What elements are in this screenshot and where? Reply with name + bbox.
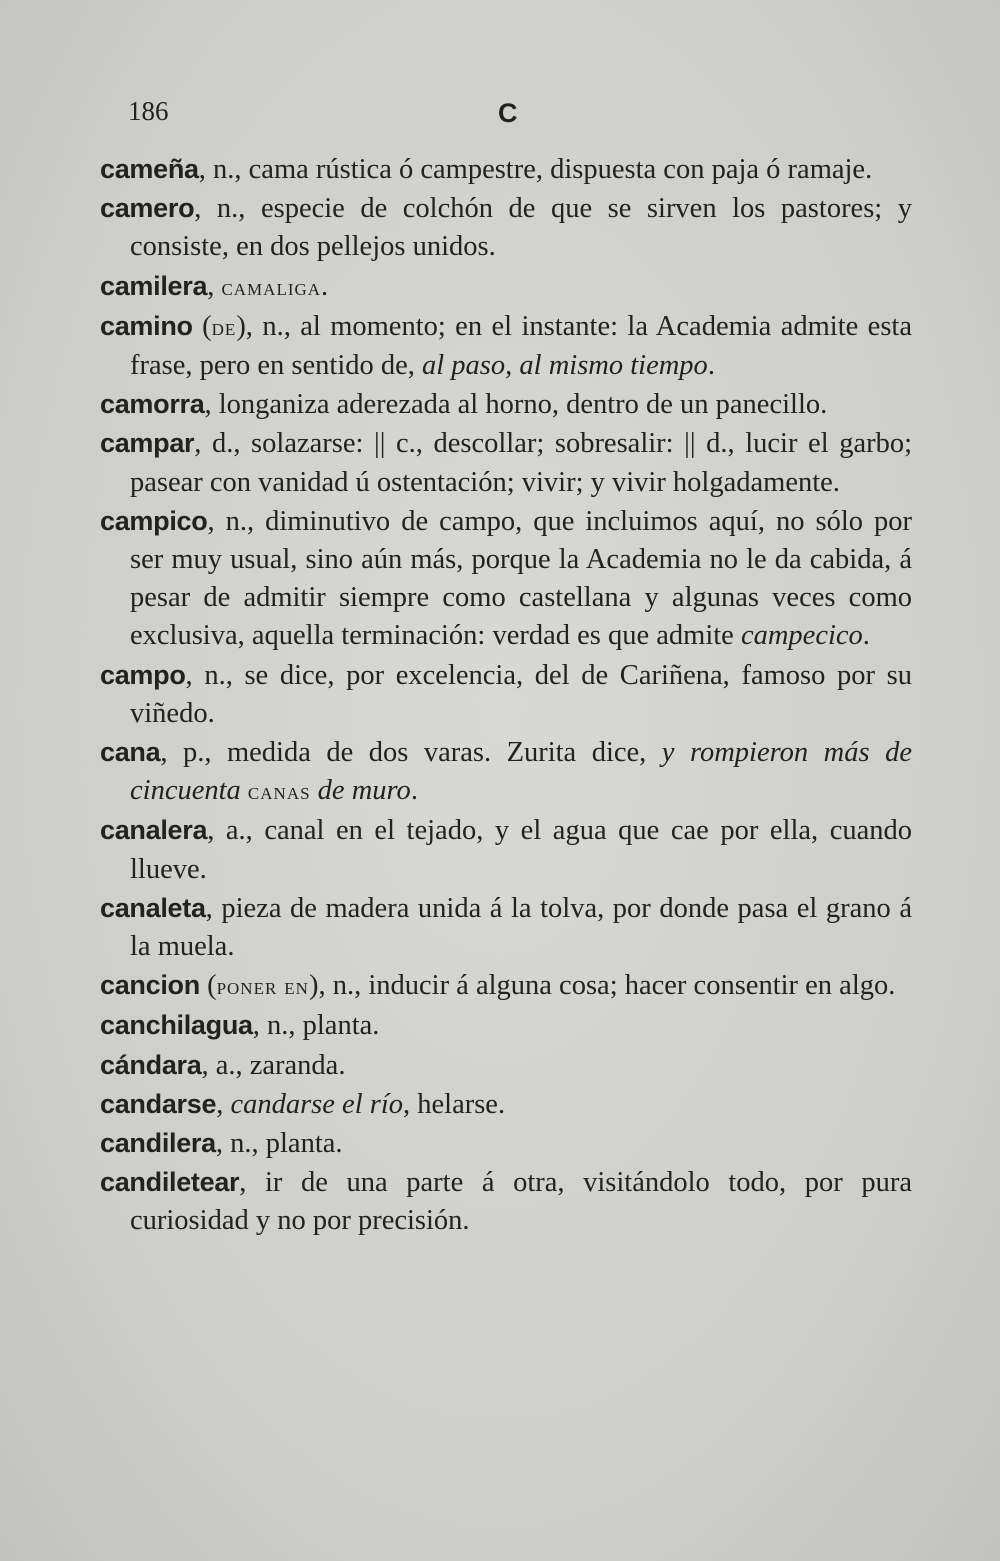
entry-definition-text: ), n., inducir á alguna cosa; hacer consentir en algo.: [308, 970, 896, 1002]
entry-definition-text: ,: [207, 270, 222, 302]
dictionary-entry: [100, 889, 912, 966]
dictionary-entry: [100, 385, 912, 424]
entry-definition-text: , n., planta.: [252, 1010, 380, 1042]
dictionary-entry: [100, 656, 912, 733]
entry-headword: cameña: [100, 154, 199, 184]
dictionary-entry: [100, 1006, 912, 1045]
entry-headword: canaleta: [100, 892, 206, 923]
entry-headword: candiletear: [100, 1167, 240, 1198]
dictionary-entry: [100, 150, 912, 189]
entry-headword: canchilagua: [100, 1010, 253, 1041]
entry-definition-text: , n., especie de colchón de que se sirven los pastores; y consiste, en dos pellejos unidos.: [130, 193, 912, 263]
entry-italic-text: y rompieron más de cincuenta: [130, 737, 912, 807]
entry-italic-text: candarse el río: [230, 1088, 403, 1120]
entry-definition-text: , p., medida de dos varas. Zurita dice,: [160, 737, 662, 769]
entry-headword: campico: [100, 505, 208, 536]
entry-definition-text: , n., cama rústica ó campestre, dispuesta con paja ó ramaje.: [198, 154, 873, 185]
entry-headword: camorra: [100, 389, 205, 420]
dictionary-entry: [100, 1085, 912, 1124]
entry-headword: campar: [100, 428, 195, 459]
entry-definition-text: ,: [216, 1088, 231, 1120]
entry-definition-text: .: [410, 775, 418, 807]
entry-italic-text: de muro: [310, 775, 411, 807]
dictionary-entry: [100, 1124, 912, 1163]
entry-definition-text: (: [192, 310, 212, 342]
entry-definition-text: , n., se dice, por excelencia, del de Cariñena, famoso por su viñedo.: [130, 659, 912, 729]
dictionary-entry: [100, 189, 912, 266]
entry-definition-text: , longaniza aderezada al horno, dentro de un panecillo.: [204, 389, 828, 421]
dictionary-entry: [100, 966, 912, 1006]
entry-headword: campo: [100, 659, 186, 690]
entry-smallcaps-text: poner en: [216, 974, 309, 1001]
dictionary-entry: [100, 733, 912, 811]
entry-headword: cándara: [100, 1049, 202, 1080]
dictionary-entry: [100, 811, 912, 888]
entry-definition-text: .: [862, 620, 870, 652]
dictionary-entry: [100, 267, 912, 307]
dictionary-entry: [100, 502, 912, 656]
entry-definition-text: , a., canal en el tejado, y el agua que cae por ella, cuando llueve.: [130, 815, 912, 885]
entry-definition-text: , a., zaranda.: [201, 1049, 346, 1081]
page-header: [128, 96, 908, 136]
entry-headword: camilera: [100, 270, 208, 301]
entry-definition-text: , pieza de madera unida á la tolva, por donde pasa el grano á la muela.: [130, 892, 912, 963]
dictionary-entry: [100, 1163, 912, 1240]
entry-definition-text: , helarse.: [403, 1088, 506, 1120]
entry-italic-text: al paso, al mismo tiempo: [422, 350, 708, 382]
entry-smallcaps-text: camaliga: [221, 274, 322, 301]
entry-italic-text: campecico: [740, 620, 863, 652]
entry-headword: canalera: [100, 815, 208, 846]
entry-definition-text: .: [321, 270, 329, 302]
entry-headword: cancion: [100, 970, 200, 1001]
entry-definition-text: , d., solazarse: || c., descollar; sobresalir: || d., lucir el garbo; pasear con vanidad ú ostentación; vivir; y vivir holgadamente.: [130, 428, 912, 498]
entry-headword: candarse: [100, 1088, 217, 1119]
dictionary-entry: [100, 1046, 912, 1085]
dictionary-entry: [100, 424, 912, 501]
entry-headword: cana: [100, 737, 161, 768]
page-number: 186: [128, 96, 169, 126]
entry-definition-text: , ir de una parte á otra, visitándolo todo, por pura curiosidad y no por precisión.: [130, 1167, 912, 1237]
entry-headword: camino: [100, 310, 193, 341]
entry-list: [100, 150, 912, 1241]
section-letter: C: [498, 98, 518, 128]
entry-definition-text: .: [707, 350, 715, 382]
entry-smallcaps-text: de: [211, 314, 237, 341]
entry-definition-text: (: [199, 970, 217, 1002]
entry-smallcaps-text: canas: [247, 779, 311, 806]
entry-definition-text: , n., diminutivo de campo, que incluimos aquí, no sólo por ser muy usual, sino aún más, porque la Academia no le da cabida, á pesar de admitir siempre como castellana y algunas veces como exclusiva, aquella terminación: verdad es que admite: [130, 505, 912, 652]
entry-headword: candilera: [100, 1128, 216, 1159]
entry-definition-text: , n., planta.: [215, 1128, 343, 1160]
entry-headword: camero: [100, 193, 195, 224]
entry-definition-text: ), n., al momento; en el instante: la Academia admite esta frase, pero en sentido de,: [130, 310, 912, 382]
dictionary-entry: [100, 307, 912, 385]
